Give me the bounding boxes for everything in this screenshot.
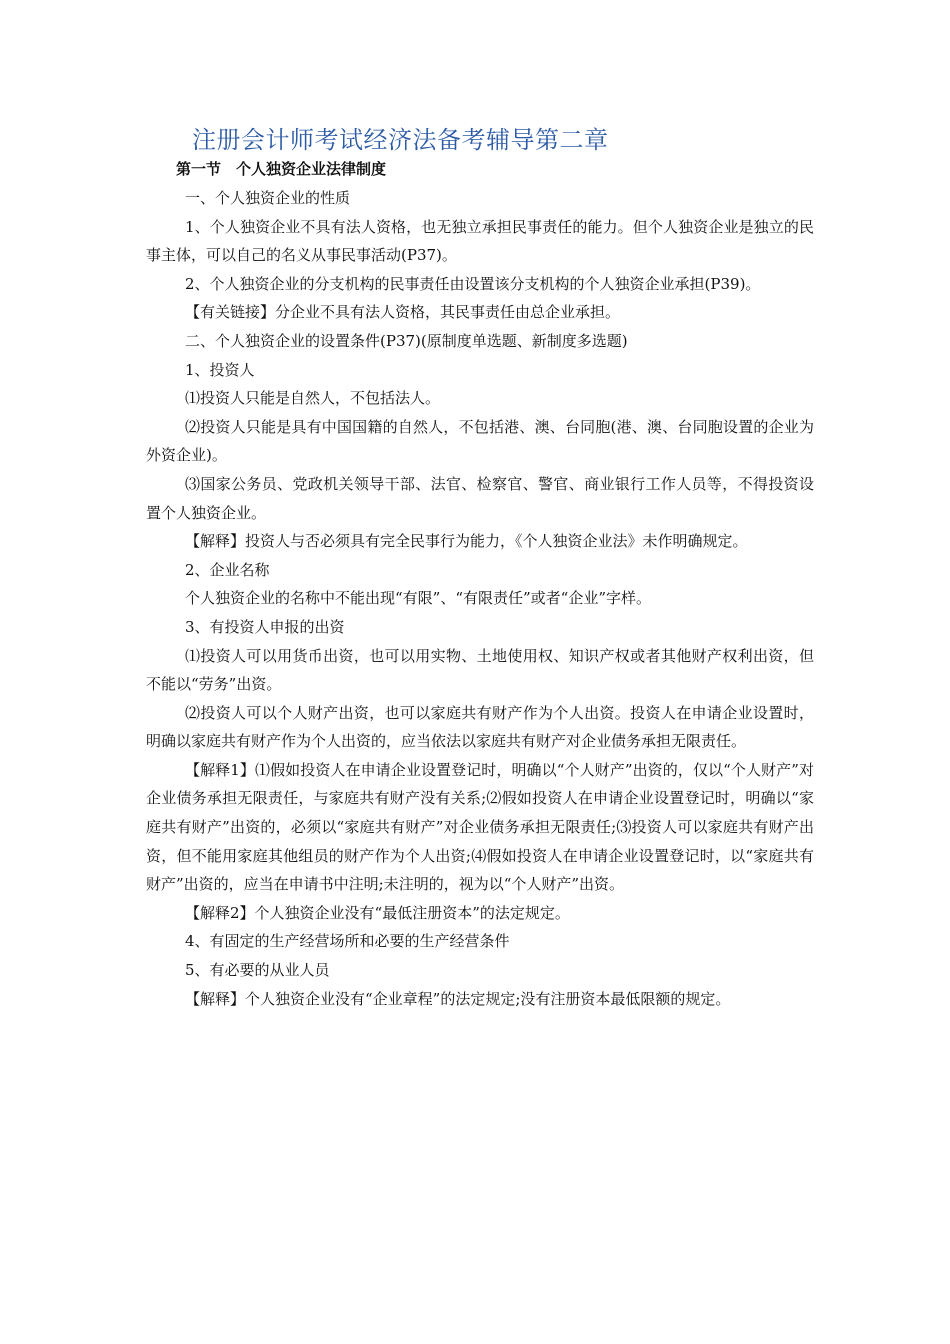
paragraph: 【有关链接】分企业不具有法人资格，其民事责任由总企业承担。: [185, 303, 621, 322]
paragraph: 【解释1】⑴假如投资人在申请企业设置登记时，明确以“个人财产”出资的，仅以“个人财产”对企业债务承担无限责任，与家庭共有财产没有关系;⑵假如投资人在申请企业设置登记时，明确以“家庭共有财产”出资的，必须以“家庭共有财产”对企业债务承担无限责任;⑶投资人可以家庭共有财产出资，但不能用家庭其他组员的财产作为个人出资;⑷假如投资人在申请企业设置登记时，以“家庭共有财产”出资的，应当在申请书中注明;未注明的，视为以“个人财产”出资。: [146, 760, 814, 894]
paragraph: 个人独资企业的名称中不能出现“有限”、“有限责任”或者“企业”字样。: [185, 589, 652, 608]
paragraph: 1、个人独资企业不具有法人资格，也无独立承担民事责任的能力。但个人独资企业是独立的民事主体，可以自己的名义从事民事活动(P37)。: [146, 217, 814, 265]
document-body: [146, 184, 814, 1013]
document-title: 注册会计师考试经济法备考辅导第二章: [192, 126, 609, 154]
paragraph: 一、个人独资企业的性质: [185, 189, 351, 207]
paragraph: 1、投资人: [185, 360, 255, 379]
paragraph: 4、有固定的生产经营场所和必要的生产经营条件: [185, 932, 510, 951]
paragraph: 【解释】投资人与否必须具有完全民事行为能力，《个人独资企业法》未作明确规定。: [185, 532, 748, 551]
section-heading: 第一节 个人独资企业法律制度: [176, 160, 387, 178]
paragraph: 5、有必要的从业人员: [185, 961, 330, 980]
paragraph: 3、有投资人申报的出资: [185, 617, 345, 636]
paragraph: ⑶国家公务员、党政机关领导干部、法官、检察官、警官、商业银行工作人员等，不得投资设置个人独资企业。: [146, 474, 814, 522]
paragraph: ⑴投资人可以用货币出资，也可以用实物、土地使用权、知识产权或者其他财产权利出资，但不能以“劳务”出资。: [146, 646, 814, 694]
paragraph: 【解释2】个人独资企业没有“最低注册资本”的法定规定。: [185, 903, 570, 922]
paragraph: ⑴投资人只能是自然人，不包括法人。: [185, 389, 441, 408]
paragraph: 2、企业名称: [185, 560, 270, 579]
paragraph: 2、个人独资企业的分支机构的民事责任由设置该分支机构的个人独资企业承担(P39)。: [185, 274, 761, 293]
paragraph: 二、个人独资企业的设置条件(P37)(原制度单选题、新制度多选题): [185, 331, 628, 350]
paragraph: 【解释】个人独资企业没有“企业章程”的法定规定;没有注册资本最低限额的规定。: [185, 989, 731, 1008]
paragraph: ⑵投资人只能是具有中国国籍的自然人，不包括港、澳、台同胞(港、澳、台同胞设置的企业为外资企业)。: [146, 417, 814, 465]
paragraph: ⑵投资人可以个人财产出资，也可以家庭共有财产作为个人出资。投资人在申请企业设置时，明确以家庭共有财产作为个人出资的，应当依法以家庭共有财产对企业债务承担无限责任。: [146, 703, 814, 751]
